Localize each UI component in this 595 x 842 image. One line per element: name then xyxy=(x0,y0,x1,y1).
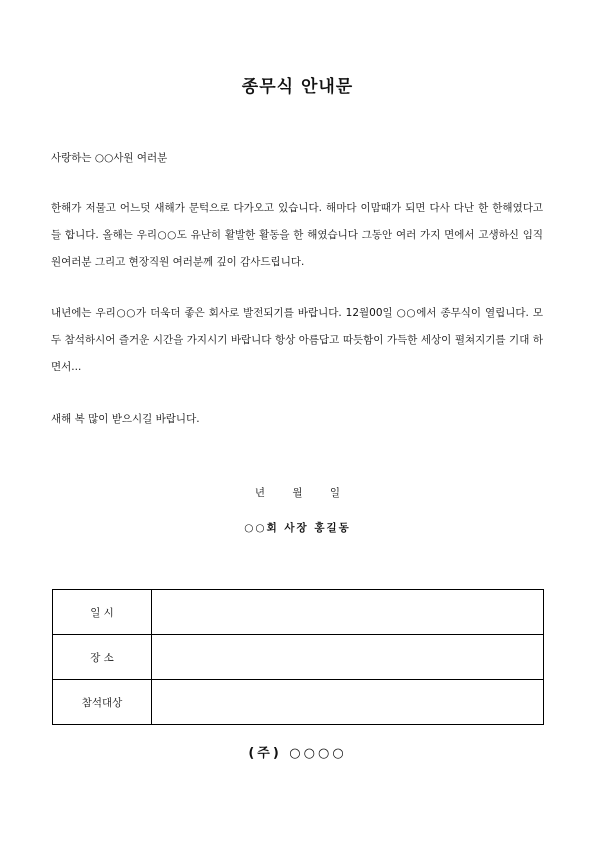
table-row-attendees xyxy=(53,680,544,725)
event-info-table xyxy=(52,589,544,725)
table-row-time xyxy=(53,590,544,635)
table-row-place xyxy=(53,635,544,680)
date-line xyxy=(0,485,595,500)
document-title: 종무식 안내문 xyxy=(241,77,354,97)
date-day-label: 일 xyxy=(329,487,341,499)
attendees-label: 참석대상 xyxy=(53,680,152,725)
company-name: (주) ○○○○ xyxy=(248,746,347,761)
attendees-value xyxy=(152,680,544,725)
place-label: 장 소 xyxy=(53,635,152,680)
paragraph-intro: 한해가 저물고 어느덧 새해가 문턱으로 다가오고 있습니다. 해마다 이맘때가 되면 다사 다난 한 한해였다고들 합니다. 올해는 우리○○도 유난히 활발한 활동을 한 해였습니다 그동안 여러 가지 면에서 고생하신 임직원여러분 그리고 현장직원 여러분께 깊이 감사드립니다. xyxy=(51,202,543,268)
paragraph-closing: 새해 복 많이 받으시길 바랍니다. xyxy=(51,413,200,425)
time-label: 일 시 xyxy=(53,590,152,635)
place-value xyxy=(152,635,544,680)
date-year-label: 년 xyxy=(254,487,266,499)
paragraph-event: 내년에는 우리○○가 더욱더 좋은 회사로 발전되기를 바랍니다. 12월00일 ○○에서 종무식이 열립니다. 모두 참석하시어 즐거운 시간을 가지시기 바랍니다 항상 아름답고 따듯함이 가득한 세상이 펼쳐지기를 기대 하면서... xyxy=(51,307,543,373)
greeting: 사랑하는 ○○사원 여러분 xyxy=(51,152,168,164)
time-value xyxy=(152,590,544,635)
date-month-label: 월 xyxy=(292,487,303,499)
signature: ○○회 사장 홍길동 xyxy=(244,522,351,534)
